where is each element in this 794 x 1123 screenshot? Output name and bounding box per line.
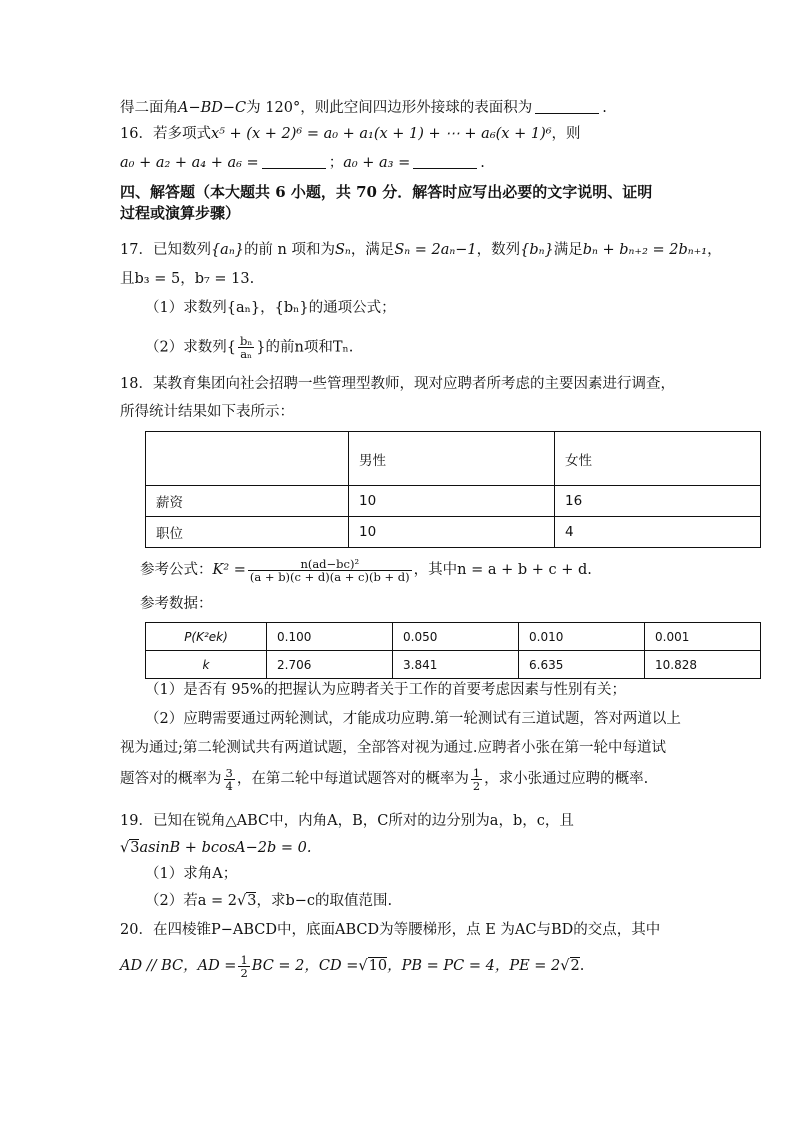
table-cell: P(K²ek) (146, 623, 267, 651)
q17-part2 (145, 335, 353, 360)
table-row (146, 486, 761, 517)
q16-end: . (480, 155, 485, 171)
q19-part2-pre: （2）若a = 2 (145, 893, 237, 909)
q18-reference-table (145, 622, 761, 679)
q16-polynomial: x⁵ + (x + 2)⁶ = a₀ + a₁(x + 1) + ⋯ + a₆(x + 1)⁶ (210, 126, 552, 142)
q17-seq-a: {aₙ} (210, 242, 244, 258)
q18-part2-line1: （2）应聘需要通过两轮测试，才能成功应聘.第一轮测试有三道试题，答对两道以上 (145, 711, 681, 727)
q19-line1: 19．已知在锐角△ABC中，内角A，B，C所对的边分别为a，b，c，且 (120, 813, 574, 829)
q18-part2-line3 (120, 766, 648, 792)
q16-sum-even: a₀ + a₂ + a₄ + a₆ = (120, 155, 259, 171)
q18-line3-b: ，在第二轮中每道试题答对的概率为 (236, 771, 469, 787)
sqrt-symbol: √ (236, 893, 247, 909)
sqrt-symbol: √ (120, 840, 130, 856)
q17-part2-post: }的前n项和Tₙ. (256, 339, 354, 356)
table-cell: 2.706 (267, 651, 393, 679)
q18-line2: 所得统计结果如下表所示： (120, 404, 294, 420)
q19-part2 (145, 891, 392, 911)
frac-num: 3 (225, 765, 233, 780)
q16-line1 (120, 124, 581, 144)
q20-part-a: AD // BC，AD = (120, 958, 237, 974)
table-cell: 16 (555, 486, 761, 517)
table-header-female: 女性 (555, 432, 761, 486)
formula-fraction (248, 558, 412, 583)
frac-num: 1 (472, 765, 481, 780)
formula-post: ，其中n = a + b + c + d. (413, 562, 592, 578)
section-4-heading-line1: 四、解答题（本大题共 6 小题，共 70 分．解答时应写出必要的文字说明、证明 (120, 183, 653, 201)
table-header-male: 男性 (349, 432, 555, 486)
table-cell: 0.010 (519, 623, 645, 651)
q18-part2-line2: 视为通过;第二轮测试共有两道试题，全部答对视为通过.应聘者小张在第一轮中每道试 (120, 740, 666, 756)
q15-text: 得二面角 (120, 100, 178, 116)
sqrt-radicand: 3 (130, 840, 140, 856)
q17-frac-den: aₙ (240, 347, 253, 361)
q18-survey-table (145, 431, 761, 548)
q16-blank-2[interactable] (413, 154, 477, 169)
q15-text-2: 为 120°，则此空间四边形外接球的表面积为 (246, 100, 533, 116)
sqrt-symbol: √ (358, 958, 368, 974)
q17-text-e: ，满足 (350, 242, 395, 258)
frac-num: 1 (240, 952, 248, 967)
q15-expr: A−BD−C (178, 100, 247, 116)
q19-part1: （1）求角A； (145, 866, 238, 882)
q17-line1 (120, 240, 722, 260)
q15-tail (120, 98, 607, 118)
q20-end: . (579, 958, 585, 974)
table-cell: 薪资 (146, 486, 349, 517)
q18-ref-data-label: 参考数据： (140, 596, 213, 612)
formula-lhs: K² = (212, 562, 246, 578)
q17-label: 17．已知数列 (120, 242, 211, 258)
formula-num: n(ad−bc)² (248, 558, 412, 571)
q16-blank-1[interactable] (262, 154, 326, 169)
q18-formula (140, 557, 592, 583)
table-cell: 10.828 (645, 651, 761, 679)
q17-sn: Sₙ (335, 242, 351, 258)
q17-bn-formula: bₙ + bₙ₊₂ = 2bₙ₊₁ (582, 242, 708, 258)
formula-den: (a + b)(c + d)(a + c)(b + d) (249, 569, 410, 584)
q19-equation: asinB + bcosA−2b = 0. (139, 840, 312, 856)
q18-part1: （1）是否有 95%的把握认为应聘者关于工作的首要考虑因素与性别有关； (145, 682, 627, 698)
formula-label: 参考公式： (140, 562, 213, 578)
q15-answer-blank[interactable] (535, 99, 599, 114)
table-cell: 0.100 (267, 623, 393, 651)
sqrt-radicand: 10 (368, 958, 388, 974)
table-cell: 10 (349, 517, 555, 548)
q20-line2 (120, 953, 584, 979)
q18-line3-a: 题答对的概率为 (120, 771, 222, 787)
q18-frac-1-2 (471, 767, 482, 792)
q17-seq-b: {bₙ} (520, 242, 554, 258)
table-row (146, 517, 761, 548)
q18-line1: 18．某教育集团向社会招聘一些管理型教师，现对应聘者所考虑的主要因素进行调查， (120, 376, 675, 392)
table-cell: 3.841 (393, 651, 519, 679)
frac-den: 2 (240, 965, 248, 980)
sqrt-symbol: √ (560, 958, 570, 974)
q16-sep: ； (328, 155, 344, 171)
table-cell: 4 (555, 517, 761, 548)
frac-den: 2 (472, 778, 481, 793)
q17-fraction (238, 335, 254, 360)
q19-part2-post: ，求b−c的取值范围. (256, 893, 393, 909)
q18-frac-3-4 (224, 767, 235, 792)
q17-text-k: ， (707, 242, 722, 258)
q16-then: ，则 (551, 126, 581, 142)
q17-text-c: 的前 n 项和为 (243, 242, 335, 258)
q17-text-g: ，数列 (476, 242, 521, 258)
frac-den: 4 (225, 778, 233, 793)
q16-sum-b: a₀ + a₃ = (343, 155, 411, 171)
q17-part1: （1）求数列{aₙ}，{bₙ}的通项公式； (145, 300, 396, 316)
table-cell: 职位 (146, 517, 349, 548)
q18-line3-c: ，求小张通过应聘的概率. (484, 771, 649, 787)
q19-line2 (120, 838, 311, 858)
section-4-heading-line2: 过程或演算步骤） (120, 204, 241, 222)
table-cell: 0.001 (645, 623, 761, 651)
sqrt-radicand: 3 (247, 893, 257, 909)
table-row (146, 651, 761, 679)
q20-line1: 20．在四棱锥P−ABCD中，底面ABCD为等腰梯形，点 E 为AC与BD的交点，其中 (120, 922, 661, 938)
table-row (146, 623, 761, 651)
table-cell: k (146, 651, 267, 679)
q17-text-i: 满足 (553, 242, 583, 258)
q20-part-b: BC = 2，CD = (251, 958, 359, 974)
table-cell: 0.050 (393, 623, 519, 651)
sqrt-radicand: 2 (570, 958, 580, 974)
table-cell: 6.635 (519, 651, 645, 679)
q17-sn-formula: Sₙ = 2aₙ−1 (394, 242, 477, 258)
q20-part-c: ，PB = PC = 4，PE = 2 (387, 958, 561, 974)
q17-part2-pre: （2）求数列{ (145, 339, 236, 356)
table-header-empty (146, 432, 349, 486)
table-cell: 10 (349, 486, 555, 517)
q17-frac-num: bₙ (239, 334, 253, 348)
q20-frac-1-2 (238, 954, 249, 979)
table-header-row (146, 432, 761, 486)
q16-label: 16．若多项式 (120, 126, 211, 142)
q17-line2: 且b₃ = 5，b₇ = 13. (120, 271, 255, 287)
q16-line2 (120, 153, 485, 173)
q15-end: . (602, 100, 607, 116)
